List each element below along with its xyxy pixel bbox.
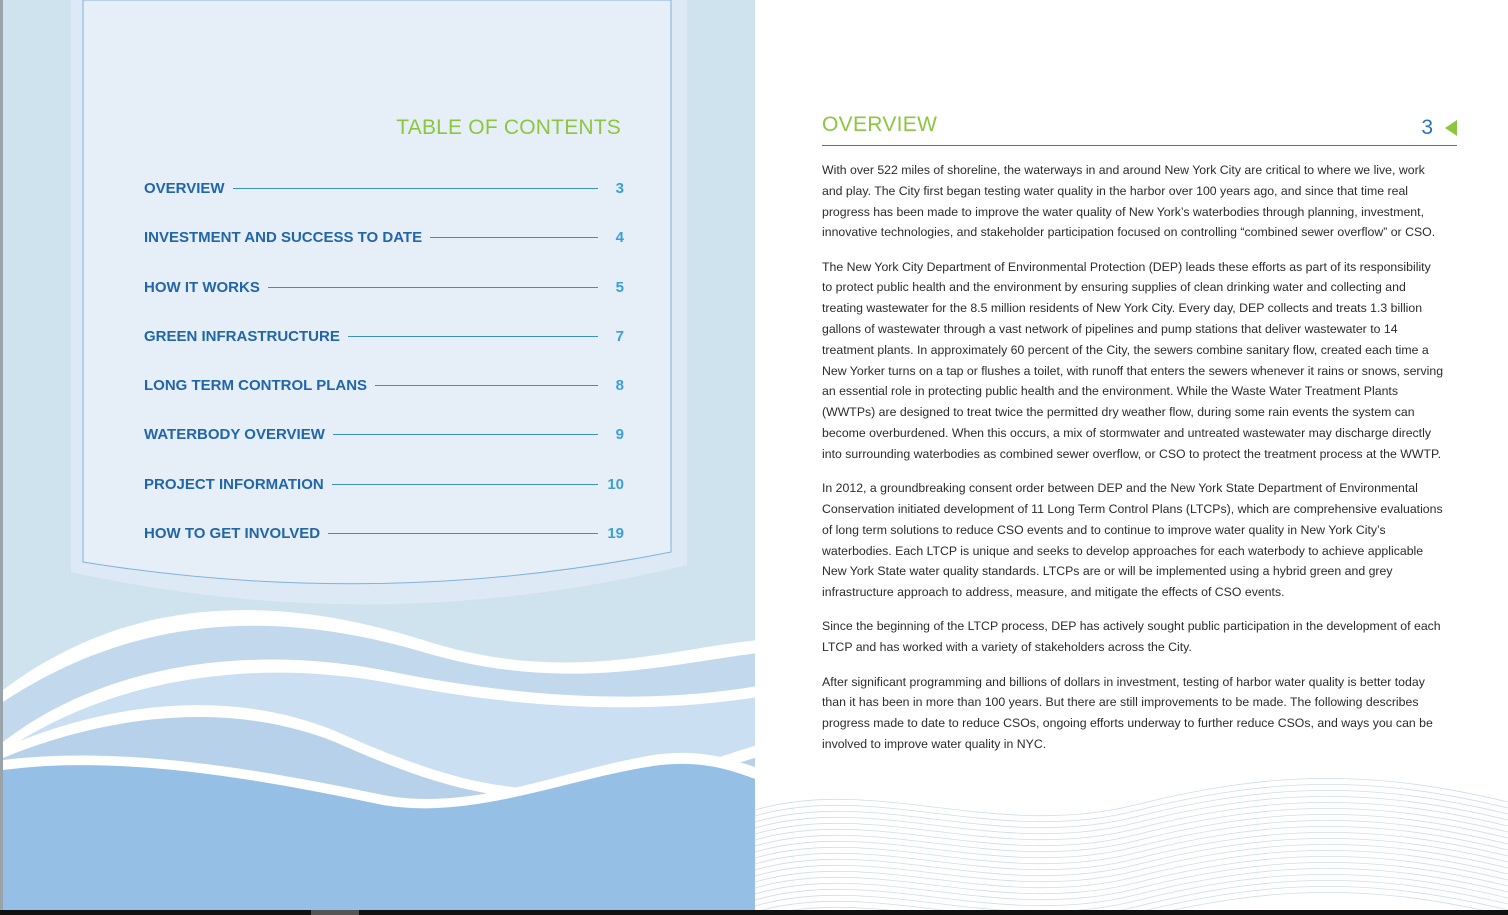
toc-item-label[interactable]: LONG TERM CONTROL PLANS [144,377,368,395]
toc-item-page[interactable]: 4 [615,229,624,247]
wave-line [755,808,1508,845]
toc-item-label[interactable]: GREEN INFRASTRUCTURE [144,327,340,345]
wave-line [755,820,1508,857]
toc-item-waterbody-overview[interactable] [144,422,624,471]
toc-item-overview[interactable] [144,176,624,225]
toc-title: TABLE OF CONTENTS [396,116,621,139]
section-title: OVERVIEW [822,113,938,136]
wave-line [755,826,1508,863]
wave-line [755,796,1508,833]
toc-item-label[interactable]: INVESTMENT AND SUCCESS TO DATE [144,229,423,247]
toc-item-page[interactable]: 9 [615,426,624,444]
viewer-bottom-bar [0,910,1508,915]
wave-line [755,844,1508,881]
wave-line [755,790,1508,827]
toc-item-how-to-get-involved[interactable] [144,521,624,570]
toc-leader-line [348,336,598,337]
toc-item-project-information[interactable] [144,472,624,521]
right-page-overview [755,0,1508,910]
left-page-toc [0,0,755,910]
toc-leader-line [332,484,598,485]
paragraph: With over 522 miles of shoreline, the waterways in and around New York City are critical to where we live, work and play. The City first began testing water quality in the harbor over 100 years ago, and since that time real progress has been made to improve the water quality of New York’s waterbodies through planning, investment, innovative technologies, and stakeholder participation focused on controlling “combined sewer overflow” or CSO. [822,163,1436,240]
triangle-marker-icon [1445,120,1457,136]
toc-item-label[interactable]: HOW TO GET INVOLVED [144,525,321,543]
paragraph: Since the beginning of the LTCP process, DEP has actively sought public participation in the development of each LTCP and has worked with a variety of stakeholders across the City. [822,619,1441,655]
wave-line [755,784,1508,821]
toc-item-page[interactable]: 3 [615,180,624,197]
toc-item-label[interactable]: OVERVIEW [144,180,225,197]
toc-leader-line [328,533,598,534]
toc-item-page[interactable]: 19 [607,525,624,543]
toc-item-page[interactable]: 5 [615,278,624,296]
wave-line [755,868,1508,905]
wave-line [755,850,1508,887]
wave-line [755,838,1508,875]
toc-leader-line [430,237,598,238]
toc-list [144,176,624,570]
toc-item-long-term-control-plans[interactable] [144,373,624,422]
paragraph: The New York City Department of Environmental Protection (DEP) leads these efforts as part of its responsibility to protect public health and the environment by ensuring supplies of clean drinking water and collecting and treating wastewater for the 8.5 million residents of New York City. Every day, DEP collects and treats 1.3 billion gallons of wastewater through a vast network of pipelines and pump stations that deliver wastewater to 14 treatment plants. In approximately 60 percent of the City, the sewers combine sanitary flow, created each time a New Yorker turns on a tap or flushes a toilet, with runoff that enters the sewers whenever it rains or snows, serving an essential role in protecting public health and the environment. While the Waste Water Treatment Plants (WWTPs) are designed to treat twice the permitted dry weather flow, during some rain events the system can become overburdened. When this occurs, a mix of stormwater and untreated wastewater may discharge directly into surrounding waterbodies as combined sewer overflow, or CSO to protect the treatment process at the WWTP. [822,259,1444,461]
wave-line [755,814,1508,851]
wave-line [755,802,1508,839]
toc-item-how-it-works[interactable] [144,275,624,324]
wave-line [755,892,1508,910]
toc-leader-line [233,188,598,189]
wave-line-pattern [755,770,1508,910]
toc-leader-line [268,287,598,288]
toc-item-page[interactable]: 10 [607,475,624,493]
wave-line [755,874,1508,910]
toc-leader-line [375,385,598,386]
wave-line [755,856,1508,893]
wave-line [755,778,1508,815]
toc-item-investment[interactable] [144,225,624,274]
overview-body [822,160,1444,768]
wave-line [755,862,1508,899]
toc-item-label[interactable]: PROJECT INFORMATION [144,475,324,493]
wave-line [755,832,1508,869]
toc-item-label[interactable]: WATERBODY OVERVIEW [144,426,325,444]
toc-item-green-infrastructure[interactable] [144,324,624,373]
toc-leader-line [333,434,598,435]
toc-item-label[interactable]: HOW IT WORKS [144,278,260,296]
toc-item-page[interactable]: 7 [615,327,624,345]
paragraph: In 2012, a groundbreaking consent order between DEP and the New York State Department of Environmental Conservation initiated development of 11 Long Term Control Plans (LTCPs), which are comprehensive evaluations of long term solutions to reduce CSO events and to continue to improve water quality in New York City’s waterbodies. Each LTCP is unique and seeks to develop approaches for each waterbody to achieve applicable New York State water quality standards. LTCPs are or will be implemented using a hybrid green and grey infrastructure approach to address, measure, and mitigate the effects of CSO events. [822,481,1443,600]
paragraph: After significant programming and billions of dollars in investment, testing of harbor water quality is better today than it has been in more than 100 years. But there are still improvements to be made. The following describes progress made to date to reduce CSOs, ongoing efforts underway to further reduce CSOs, and ways you can be involved to improve water quality in NYC. [822,674,1433,751]
toc-item-page[interactable]: 8 [615,377,624,395]
horizontal-scrollbar-thumb[interactable] [311,910,359,915]
section-header [822,113,1457,146]
page-number: 3 [1421,116,1433,139]
